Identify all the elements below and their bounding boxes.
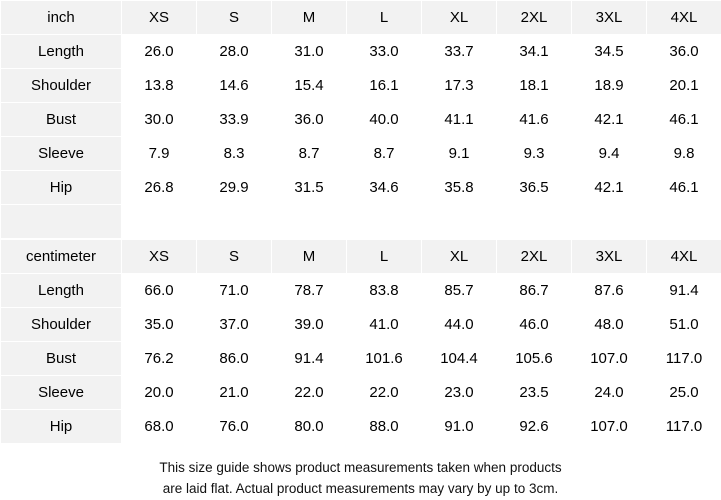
- cell-value: 105.6: [497, 342, 572, 376]
- spacer-cell: [272, 205, 347, 239]
- cell-value: 14.6: [197, 69, 272, 103]
- cell-value: 42.1: [572, 171, 647, 205]
- spacer-cell: [422, 205, 497, 239]
- spacer-cell: [122, 205, 197, 239]
- spacer-cell: [197, 205, 272, 239]
- cell-value: 35.0: [122, 308, 197, 342]
- cell-value: 46.0: [497, 308, 572, 342]
- cell-value: 83.8: [347, 274, 422, 308]
- cell-value: 85.7: [422, 274, 497, 308]
- cell-value: 91.4: [272, 342, 347, 376]
- size-header-m: M: [272, 1, 347, 35]
- cell-value: 101.6: [347, 342, 422, 376]
- table-spacer-row: [1, 205, 721, 239]
- cell-value: 76.2: [122, 342, 197, 376]
- cell-value: 48.0: [572, 308, 647, 342]
- cell-value: 92.6: [497, 410, 572, 444]
- row-label-hip: Hip: [1, 410, 122, 444]
- size-header-l: L: [347, 240, 422, 274]
- table-row: [1, 103, 721, 137]
- spacer-cell: [572, 205, 647, 239]
- size-header-m: M: [272, 240, 347, 274]
- row-label-length: Length: [1, 35, 122, 69]
- size-header-xl: XL: [422, 240, 497, 274]
- row-label-shoulder: Shoulder: [1, 308, 122, 342]
- spacer-label-cell: [1, 205, 122, 239]
- cell-value: 41.6: [497, 103, 572, 137]
- cell-value: 26.8: [122, 171, 197, 205]
- footnote-line-2: are laid flat. Actual product measurements may vary by up to 3cm.: [0, 479, 721, 500]
- table-row: [1, 342, 721, 376]
- unit-label-inch: inch: [1, 1, 122, 35]
- cell-value: 31.5: [272, 171, 347, 205]
- cell-value: 23.5: [497, 376, 572, 410]
- cell-value: 20.1: [647, 69, 721, 103]
- cell-value: 87.6: [572, 274, 647, 308]
- cell-value: 36.0: [272, 103, 347, 137]
- table-row: [1, 35, 721, 69]
- row-label-bust: Bust: [1, 342, 122, 376]
- cell-value: 78.7: [272, 274, 347, 308]
- cell-value: 13.8: [122, 69, 197, 103]
- cell-value: 8.3: [197, 137, 272, 171]
- cell-value: 20.0: [122, 376, 197, 410]
- cell-value: 9.1: [422, 137, 497, 171]
- cell-value: 46.1: [647, 171, 721, 205]
- cell-value: 104.4: [422, 342, 497, 376]
- cell-value: 40.0: [347, 103, 422, 137]
- size-header-4xl: 4XL: [647, 1, 721, 35]
- cell-value: 26.0: [122, 35, 197, 69]
- cell-value: 36.0: [647, 35, 721, 69]
- size-header-xs: XS: [122, 1, 197, 35]
- cell-value: 15.4: [272, 69, 347, 103]
- cell-value: 51.0: [647, 308, 721, 342]
- cell-value: 80.0: [272, 410, 347, 444]
- cell-value: 24.0: [572, 376, 647, 410]
- size-header-3xl: 3XL: [572, 1, 647, 35]
- cell-value: 18.9: [572, 69, 647, 103]
- row-label-shoulder: Shoulder: [1, 69, 122, 103]
- spacer-cell: [647, 205, 721, 239]
- cell-value: 33.0: [347, 35, 422, 69]
- cell-value: 68.0: [122, 410, 197, 444]
- cell-value: 39.0: [272, 308, 347, 342]
- table-row: [1, 171, 721, 205]
- size-header-4xl: 4XL: [647, 240, 721, 274]
- cell-value: 7.9: [122, 137, 197, 171]
- cell-value: 36.5: [497, 171, 572, 205]
- cell-value: 41.1: [422, 103, 497, 137]
- size-header-s: S: [197, 1, 272, 35]
- row-label-length: Length: [1, 274, 122, 308]
- cell-value: 18.1: [497, 69, 572, 103]
- size-header-3xl: 3XL: [572, 240, 647, 274]
- cell-value: 91.4: [647, 274, 721, 308]
- size-chart-centimeter: [0, 239, 721, 444]
- cell-value: 9.3: [497, 137, 572, 171]
- cell-value: 34.5: [572, 35, 647, 69]
- table-row: [1, 137, 721, 171]
- size-header-2xl: 2XL: [497, 1, 572, 35]
- cell-value: 25.0: [647, 376, 721, 410]
- cell-value: 117.0: [647, 342, 721, 376]
- table-row: [1, 376, 721, 410]
- cell-value: 9.4: [572, 137, 647, 171]
- cell-value: 33.9: [197, 103, 272, 137]
- row-label-bust: Bust: [1, 103, 122, 137]
- size-header-2xl: 2XL: [497, 240, 572, 274]
- table-header-row: [1, 240, 721, 274]
- cell-value: 29.9: [197, 171, 272, 205]
- unit-label-centimeter: centimeter: [1, 240, 122, 274]
- size-header-l: L: [347, 1, 422, 35]
- cell-value: 34.1: [497, 35, 572, 69]
- cell-value: 42.1: [572, 103, 647, 137]
- footnote-line-1: This size guide shows product measurements taken when products: [0, 458, 721, 479]
- cell-value: 8.7: [272, 137, 347, 171]
- size-header-xl: XL: [422, 1, 497, 35]
- cell-value: 28.0: [197, 35, 272, 69]
- cell-value: 22.0: [347, 376, 422, 410]
- cell-value: 17.3: [422, 69, 497, 103]
- row-label-hip: Hip: [1, 171, 122, 205]
- size-header-s: S: [197, 240, 272, 274]
- cell-value: 117.0: [647, 410, 721, 444]
- cell-value: 86.0: [197, 342, 272, 376]
- cell-value: 16.1: [347, 69, 422, 103]
- size-chart-inch: [0, 0, 721, 239]
- cell-value: 37.0: [197, 308, 272, 342]
- row-label-sleeve: Sleeve: [1, 137, 122, 171]
- table-header-row: [1, 1, 721, 35]
- table-row: [1, 69, 721, 103]
- cell-value: 9.8: [647, 137, 721, 171]
- table-row: [1, 308, 721, 342]
- spacer-cell: [497, 205, 572, 239]
- cell-value: 107.0: [572, 410, 647, 444]
- table-row: [1, 410, 721, 444]
- cell-value: 86.7: [497, 274, 572, 308]
- cell-value: 46.1: [647, 103, 721, 137]
- cell-value: 33.7: [422, 35, 497, 69]
- cell-value: 44.0: [422, 308, 497, 342]
- size-header-xs: XS: [122, 240, 197, 274]
- cell-value: 22.0: [272, 376, 347, 410]
- table-row: [1, 274, 721, 308]
- cell-value: 88.0: [347, 410, 422, 444]
- cell-value: 23.0: [422, 376, 497, 410]
- cell-value: 76.0: [197, 410, 272, 444]
- cell-value: 31.0: [272, 35, 347, 69]
- cell-value: 35.8: [422, 171, 497, 205]
- cell-value: 71.0: [197, 274, 272, 308]
- row-label-sleeve: Sleeve: [1, 376, 122, 410]
- cell-value: 21.0: [197, 376, 272, 410]
- cell-value: 8.7: [347, 137, 422, 171]
- cell-value: 34.6: [347, 171, 422, 205]
- spacer-cell: [347, 205, 422, 239]
- cell-value: 107.0: [572, 342, 647, 376]
- cell-value: 41.0: [347, 308, 422, 342]
- cell-value: 30.0: [122, 103, 197, 137]
- size-guide-footnote: [0, 444, 721, 500]
- cell-value: 66.0: [122, 274, 197, 308]
- cell-value: 91.0: [422, 410, 497, 444]
